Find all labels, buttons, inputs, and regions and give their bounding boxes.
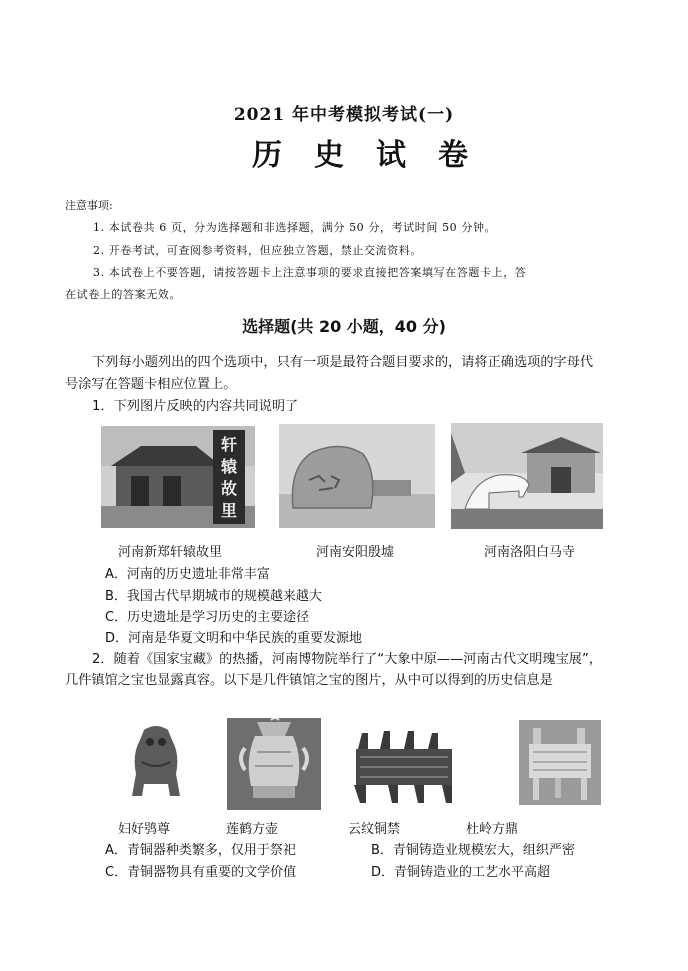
lotus-crane-hu-photo [227,718,321,810]
q2-option-c: C．青铜器物具有重要的文学价值 [105,865,297,880]
sign-char-2: 辕 [220,457,238,476]
q1-option-d: D．河南是华夏文明和中华民族的重要发源地 [105,631,363,646]
xuanyuan-hometown-photo [101,426,255,528]
notice-item-3-cont: 在试卷上的答案无效。 [65,288,181,301]
sign-char-3: 故 [220,479,238,498]
section-intro-line-2: 号涂写在答题卡相应位置上。 [65,377,237,392]
q1-option-a: A．河南的历史遗址非常丰富 [105,567,270,582]
duling-square-ding-photo [519,720,601,805]
owl-zun-photo [124,722,188,806]
yinxu-stone-photo [279,424,435,528]
q2-caption-1: 妇好鸮尊 [118,822,171,837]
q1-option-c: C．历史遗址是学习历史的主要途径 [105,610,310,625]
q2-option-d: D．青铜铸造业的工艺水平高超 [371,865,551,880]
q1-caption-3: 河南洛阳白马寺 [484,545,576,560]
notice-item-2: 2. 开卷考试，可查阅参考资料，但应独立答题，禁止交流资料。 [93,244,422,257]
sign-char-4: 里 [220,501,238,520]
cloud-bronze-jin-photo [348,723,460,807]
sign-char-1: 轩 [220,435,238,454]
notice-item-3: 3. 本试卷上不要答题，请按答题卡上注意事项的要求直接把答案填写在答题卡上，答 [93,266,527,279]
q1-stem: 1．下列图片反映的内容共同说明了 [92,399,299,414]
q2-stem-line-2: 几件镇馆之宝也显露真容。以下是几件镇馆之宝的图片，从中可以得到的历史信息是 [65,673,553,688]
q2-caption-3: 云纹铜禁 [348,822,401,837]
q2-caption-4: 杜岭方鼎 [466,822,519,837]
notice-heading: 注意事项: [65,199,113,212]
section-title: 选择题(共 20 小题，40 分) [242,317,446,336]
q1-caption-2: 河南安阳殷墟 [316,545,395,560]
notice-item-1: 1. 本试卷共 6 页，分为选择题和非选择题，满分 50 分，考试时间 50 分钟。 [93,221,497,234]
subject-title: 历史试卷 [252,138,500,173]
q2-option-b: B．青铜铸造业规模宏大，组织严密 [371,843,575,858]
white-horse-temple-photo [451,423,603,529]
q1-caption-1: 河南新郑轩辕故里 [118,545,223,560]
q2-caption-2: 莲鹤方壶 [226,822,279,837]
exam-title: 2021 年中考模拟考试(一) [233,105,455,125]
q2-option-a: A．青铜器种类繁多，仅用于祭祀 [105,843,296,858]
q2-stem-line-1: 2．随着《国家宝藏》的热播，河南博物院举行了“大象中原——河南古代文明瑰宝展”， [92,652,602,667]
q1-option-b: B．我国古代早期城市的规模越来越大 [105,589,322,604]
section-intro-line-1: 下列每小题列出的四个选项中，只有一项是最符合题目要求的，请将正确选项的字母代 [92,355,594,370]
